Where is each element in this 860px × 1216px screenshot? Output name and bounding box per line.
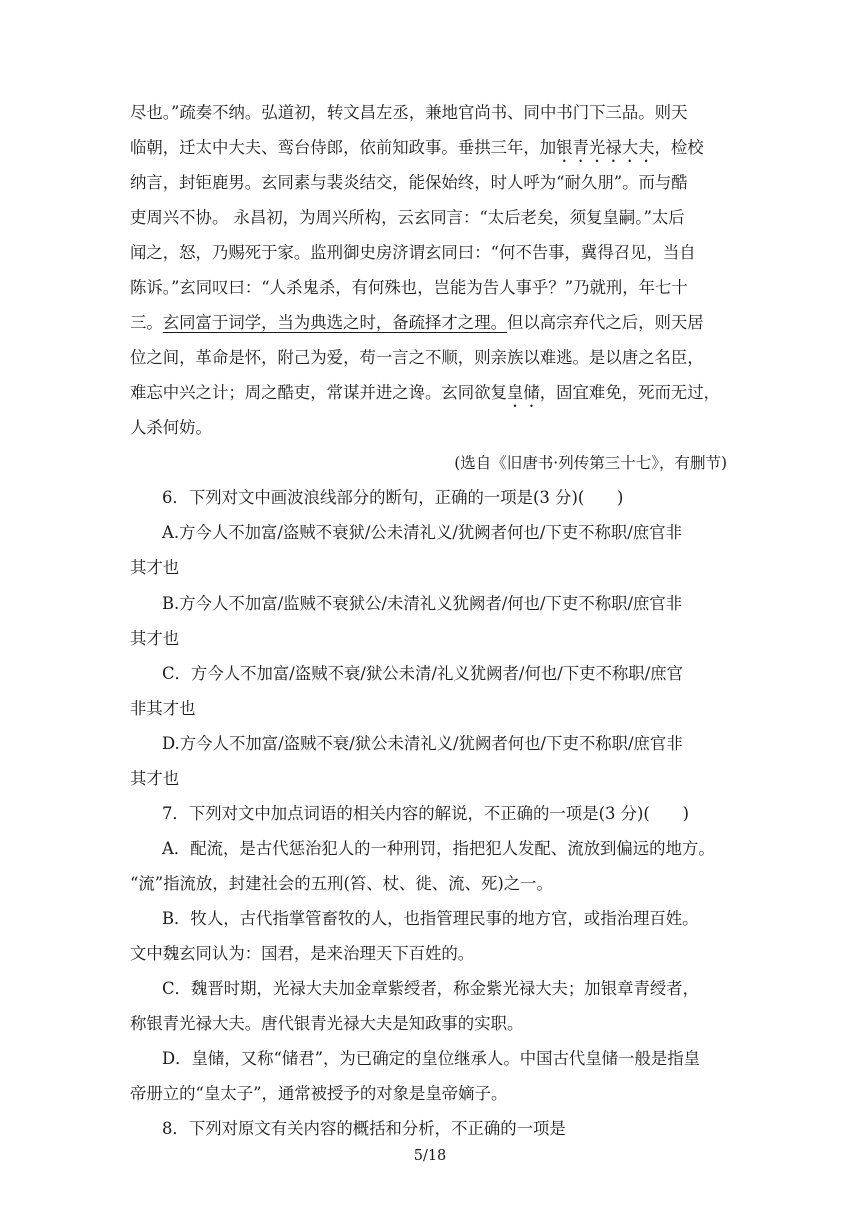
q7-option-b: B．牧人，古代指掌管畜牧的人，也指管理民事的地方官，或指治理百姓。 <box>162 909 699 928</box>
passage-line: 位之间，革命是怀，附己为爱，苟一言之不顺，则亲族以难逃。是以唐之名臣， <box>130 348 704 367</box>
dotted-term: 皇储 <box>506 383 540 402</box>
question-6-stem: 6．下列对文中画波浪线部分的断句，正确的一项是(3 分)( ) <box>162 488 624 507</box>
q7-option-b-cont: 文中魏玄同认为：国君，是来治理天下百姓的。 <box>130 944 475 963</box>
q7-option-c-cont: 称银青光禄大夫。唐代银青光禄大夫是知政事的实职。 <box>130 1014 524 1033</box>
q6-option-a: A.方今人不加富/盗贼不衰狱/公未清礼义/犹阙者何也/下吏不称职/庶官非 <box>162 523 682 542</box>
q6-option-d: D.方今人不加富/盗贼不衰/狱公未清礼义/犹阙者何也/下吏不称职/庶官非 <box>162 734 683 753</box>
q6-option-b-cont: 其才也 <box>130 629 180 648</box>
q7-option-a-cont: “流”指流放，封建社会的五刑(笞、杖、徙、流、死)之一。 <box>130 874 553 893</box>
underlined-sentence: 玄同富于词学，当为典选之时，备疏择才之理。 <box>162 313 507 332</box>
q6-option-c-cont: 非其才也 <box>130 699 196 718</box>
dotted-term: 银青光禄大夫 <box>556 138 655 157</box>
source-citation: (选自《旧唐书·列传第三十七》，有删节) <box>454 454 727 472</box>
passage-line: 临朝，迁太中大夫、鸾台侍郎，依前知政事。垂拱三年，加银青光禄大夫，检校 <box>130 138 704 157</box>
passage-line: 人杀何妨。 <box>130 418 212 437</box>
q7-option-d-cont: 帝册立的“皇太子”，通常被授予的对象是皇帝嫡子。 <box>130 1084 508 1103</box>
q6-option-c: C．方今人不加富/盗贼不衰/狱公未清/礼义犹阙者/何也/下吏不称职/庶官 <box>162 664 684 683</box>
q6-option-d-cont: 其才也 <box>130 769 180 788</box>
question-7-stem: 7．下列对文中加点词语的相关内容的解说，不正确的一项是(3 分)( ) <box>162 804 689 823</box>
passage-line: 陈诉。”玄同叹曰：“人杀鬼杀，有何殊也，岂能为告人事乎？”乃就刑，年七十 <box>130 278 688 297</box>
question-8-stem: 8．下列对原文有关内容的概括和分析，不正确的一项是 <box>162 1119 566 1138</box>
passage-line: 尽也。”疏奏不纳。弘道初，转文昌左丞，兼地官尚书、同中书门下三品。则天 <box>130 103 688 122</box>
q7-option-c: C．魏晋时期，光禄大夫加金章紫绶者，称金紫光禄大夫；加银章青绶者， <box>162 979 700 998</box>
passage-line: 纳言，封钜鹿男。玄同素与裴炎结交，能保始终，时人呼为“耐久朋”。而与酷 <box>130 173 688 192</box>
page-number: 5/18 <box>413 1148 447 1164</box>
passage-line: 闻之，怒，乃赐死于家。监刑御史房济谓玄同曰：“何不告事，冀得召见，当自 <box>130 243 696 262</box>
passage-line: 三。玄同富于词学，当为典选之时，备疏择才之理。但以高宗弃代之后，则天居 <box>130 313 704 332</box>
passage-line: 吏周兴不协。 永昌初，为周兴所构，云玄同言：“太后老矣，须复皇嗣。”太后 <box>130 208 685 227</box>
q6-option-b: B.方今人不加富/监贼不衰狱公/未清礼义犹阙者/何也/下吏不称职/庶官非 <box>162 594 683 613</box>
q6-option-a-cont: 其才也 <box>130 558 180 577</box>
q7-option-a: A．配流，是古代惩治犯人的一种刑罚，指把犯人发配、流放到偏远的地方。 <box>162 839 715 858</box>
passage-line: 难忘中兴之计；周之酷吏，常谋并进之谗。玄同欲复皇储，固宜难免，死而无过， <box>130 383 721 402</box>
q7-option-d: D．皇储，又称“储君”，为已确定的皇位继承人。中国古代皇储一般是指皇 <box>162 1049 701 1068</box>
